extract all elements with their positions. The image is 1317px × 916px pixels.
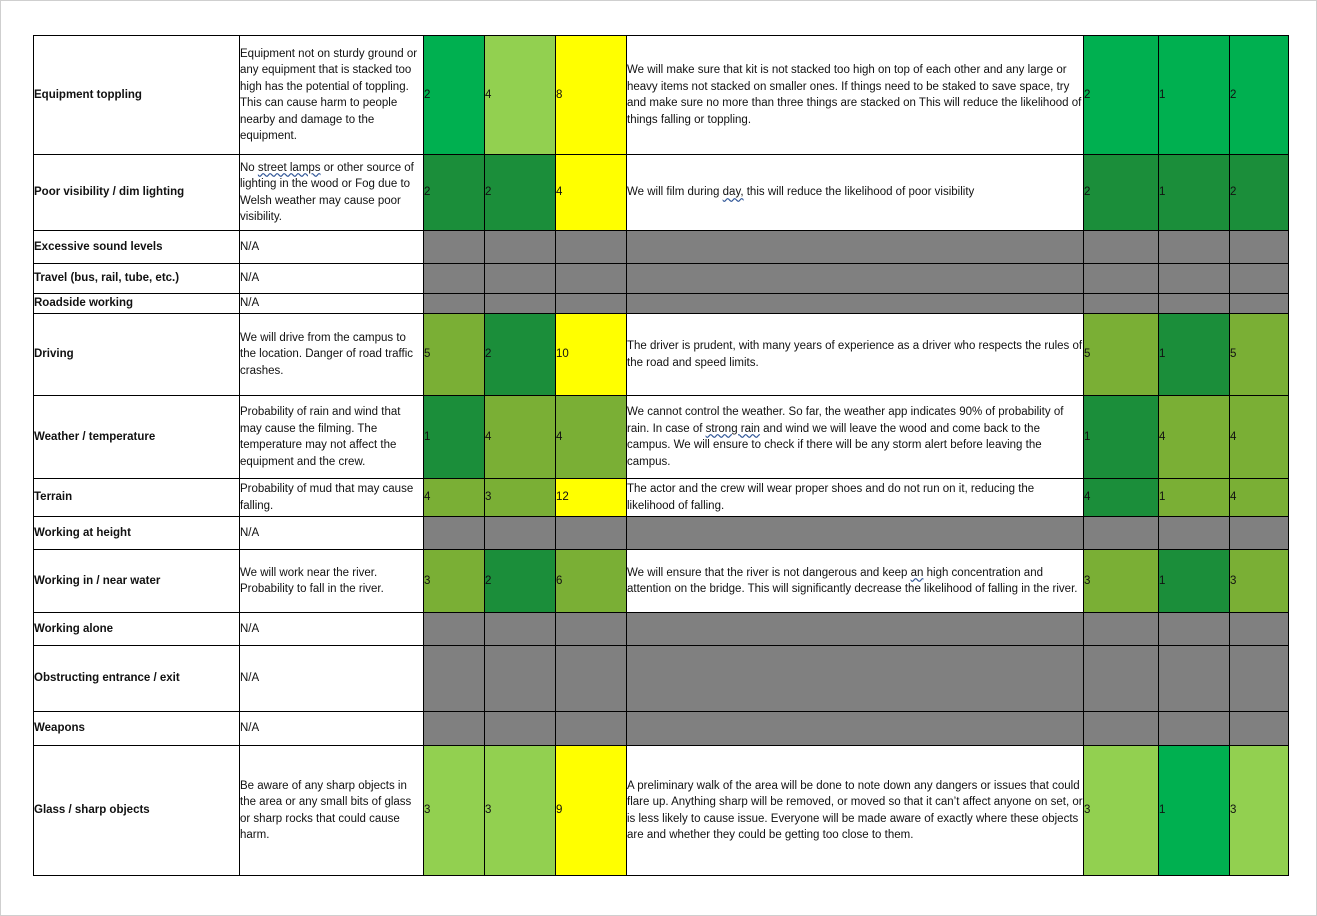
empty-cell — [1230, 294, 1289, 314]
empty-cell — [1230, 231, 1289, 264]
residual-risk-cell: 4 — [1230, 396, 1289, 479]
table-row — [34, 264, 1289, 294]
table-row — [34, 746, 1289, 876]
text-run: this will reduce the likelihood of poor visibility — [743, 186, 975, 199]
empty-cell — [1084, 517, 1159, 550]
hazard-description: N/A — [240, 294, 424, 314]
control-measures: The driver is prudent, with many years of experience as a driver who respects the rules of the road and speed limits. — [627, 314, 1084, 396]
residual-risk-cell: 3 — [1230, 746, 1289, 876]
residual-severity-cell: 1 — [1159, 36, 1230, 155]
hazard-cell: Working at height — [34, 517, 240, 550]
text-run: and wind we will leave the wood and come back to the campus. We will ensure to check if there will be any storm alert before leaving the campus. — [627, 422, 1042, 468]
table-row — [34, 36, 1289, 155]
empty-cell — [1159, 264, 1230, 294]
text-run: We will film during — [627, 186, 723, 199]
hazard-cell: Travel (bus, rail, tube, etc.) — [34, 264, 240, 294]
empty-cell — [1230, 712, 1289, 746]
table-row — [34, 550, 1289, 613]
empty-cell — [1230, 613, 1289, 646]
risk-score-cell: 12 — [556, 479, 627, 517]
empty-cell — [1230, 646, 1289, 712]
empty-cell — [424, 712, 485, 746]
empty-cell — [424, 264, 485, 294]
spellcheck-underlined-text: strong rain — [705, 422, 760, 435]
hazard-cell: Poor visibility / dim lighting — [34, 155, 240, 231]
risk-score-cell: 4 — [556, 155, 627, 231]
hazard-cell: Terrain — [34, 479, 240, 517]
hazard-cell: Working alone — [34, 613, 240, 646]
hazard-cell: Working in / near water — [34, 550, 240, 613]
empty-cell — [424, 613, 485, 646]
empty-cell — [556, 264, 627, 294]
likelihood-cell: 3 — [424, 550, 485, 613]
hazard-cell: Equipment toppling — [34, 36, 240, 155]
empty-cell — [1084, 231, 1159, 264]
hazard-description: N/A — [240, 613, 424, 646]
table-row — [34, 646, 1289, 712]
empty-cell — [627, 294, 1084, 314]
hazard-description: N/A — [240, 712, 424, 746]
control-measures: We will make sure that kit is not stacked too high on top of each other and any large or heavy items not stacked on smaller ones. If things need to be staked to save space, try and make sure no more than three things are stacked on This will reduce the likelihood of things falling or toppling. — [627, 36, 1084, 155]
hazard-cell: Weather / temperature — [34, 396, 240, 479]
table-row — [34, 155, 1289, 231]
residual-likelihood-cell: 4 — [1084, 479, 1159, 517]
control-measures: The actor and the crew will wear proper shoes and do not run on it, reducing the likelihood of falling. — [627, 479, 1084, 517]
residual-likelihood-cell: 3 — [1084, 550, 1159, 613]
empty-cell — [1084, 613, 1159, 646]
empty-cell — [1084, 646, 1159, 712]
control-measures — [627, 550, 1084, 613]
empty-cell — [556, 231, 627, 264]
empty-cell — [627, 231, 1084, 264]
empty-cell — [1159, 712, 1230, 746]
spellcheck-underlined-text: street lamps — [257, 161, 321, 174]
severity-cell: 2 — [485, 155, 556, 231]
text-run: high concentration and attention on the bridge. This will significantly decrease the likelihood of falling in the river. — [627, 566, 1078, 595]
empty-cell — [485, 231, 556, 264]
residual-risk-cell: 5 — [1230, 314, 1289, 396]
empty-cell — [485, 264, 556, 294]
empty-cell — [556, 613, 627, 646]
empty-cell — [627, 712, 1084, 746]
empty-cell — [1084, 294, 1159, 314]
empty-cell — [627, 613, 1084, 646]
risk-score-cell: 9 — [556, 746, 627, 876]
empty-cell — [556, 517, 627, 550]
text-run: No — [240, 161, 258, 174]
hazard-description: N/A — [240, 264, 424, 294]
text-run: We cannot control the weather. So far, the weather app indicates 90% of probability of rain. In case of — [627, 406, 1064, 435]
severity-cell: 2 — [485, 550, 556, 613]
hazard-description: N/A — [240, 517, 424, 550]
hazard-cell: Obstructing entrance / exit — [34, 646, 240, 712]
hazard-description: We will work near the river. Probability to fall in the river. — [240, 550, 424, 613]
empty-cell — [1159, 646, 1230, 712]
table-row — [34, 396, 1289, 479]
hazard-description: Probability of mud that may cause falling. — [240, 479, 424, 517]
residual-risk-cell: 4 — [1230, 479, 1289, 517]
severity-cell: 3 — [485, 479, 556, 517]
residual-risk-cell: 2 — [1230, 36, 1289, 155]
control-measures — [627, 396, 1084, 479]
empty-cell — [556, 294, 627, 314]
spellcheck-underlined-text: day, — [722, 186, 744, 199]
empty-cell — [1084, 712, 1159, 746]
empty-cell — [1159, 613, 1230, 646]
residual-risk-cell: 2 — [1230, 155, 1289, 231]
empty-cell — [1159, 231, 1230, 264]
hazard-description: We will drive from the campus to the location. Danger of road traffic crashes. — [240, 314, 424, 396]
hazard-description: Be aware of any sharp objects in the area or any small bits of glass or sharp rocks that could cause harm. — [240, 746, 424, 876]
hazard-description — [240, 155, 424, 231]
hazard-cell: Driving — [34, 314, 240, 396]
empty-cell — [627, 517, 1084, 550]
hazard-description: Probability of rain and wind that may cause the filming. The temperature may not affect the equipment and the crew. — [240, 396, 424, 479]
severity-cell: 2 — [485, 314, 556, 396]
table-row — [34, 613, 1289, 646]
empty-cell — [1230, 264, 1289, 294]
likelihood-cell: 4 — [424, 479, 485, 517]
residual-likelihood-cell: 3 — [1084, 746, 1159, 876]
hazard-description: N/A — [240, 231, 424, 264]
empty-cell — [485, 294, 556, 314]
hazard-description: Equipment not on sturdy ground or any equipment that is stacked too high has the potential of toppling. This can cause harm to people nearby and damage to the equipment. — [240, 36, 424, 155]
residual-likelihood-cell: 2 — [1084, 36, 1159, 155]
risk-score-cell: 8 — [556, 36, 627, 155]
risk-assessment-table — [33, 35, 1289, 876]
residual-severity-cell: 1 — [1159, 155, 1230, 231]
empty-cell — [424, 231, 485, 264]
empty-cell — [627, 264, 1084, 294]
empty-cell — [1084, 264, 1159, 294]
hazard-cell: Roadside working — [34, 294, 240, 314]
empty-cell — [556, 646, 627, 712]
empty-cell — [485, 613, 556, 646]
control-measures — [627, 155, 1084, 231]
hazard-cell: Weapons — [34, 712, 240, 746]
severity-cell: 4 — [485, 36, 556, 155]
empty-cell — [424, 517, 485, 550]
residual-severity-cell: 1 — [1159, 550, 1230, 613]
empty-cell — [1159, 517, 1230, 550]
empty-cell — [485, 517, 556, 550]
residual-severity-cell: 1 — [1159, 314, 1230, 396]
empty-cell — [1230, 517, 1289, 550]
severity-cell: 3 — [485, 746, 556, 876]
residual-severity-cell: 1 — [1159, 479, 1230, 517]
empty-cell — [556, 712, 627, 746]
table-row — [34, 479, 1289, 517]
residual-risk-cell: 3 — [1230, 550, 1289, 613]
risk-score-cell: 6 — [556, 550, 627, 613]
risk-score-cell: 10 — [556, 314, 627, 396]
text-run: or other source of lighting in the wood or Fog due to Welsh weather may cause poor visibility. — [240, 161, 414, 223]
text-run: We will ensure that the river is not dangerous and keep — [627, 566, 911, 579]
residual-severity-cell: 1 — [1159, 746, 1230, 876]
severity-cell: 4 — [485, 396, 556, 479]
empty-cell — [1159, 294, 1230, 314]
empty-cell — [485, 646, 556, 712]
table-row — [34, 294, 1289, 314]
residual-likelihood-cell: 5 — [1084, 314, 1159, 396]
table-row — [34, 712, 1289, 746]
hazard-description: N/A — [240, 646, 424, 712]
table-row — [34, 517, 1289, 550]
spellcheck-underlined-text: an — [910, 566, 924, 579]
likelihood-cell: 2 — [424, 155, 485, 231]
residual-likelihood-cell: 1 — [1084, 396, 1159, 479]
residual-severity-cell: 4 — [1159, 396, 1230, 479]
empty-cell — [424, 646, 485, 712]
residual-likelihood-cell: 2 — [1084, 155, 1159, 231]
control-measures: A preliminary walk of the area will be done to note down any dangers or issues that could flare up. Anything sharp will be removed, or moved so that it can’t affect anyone on set, or is less likely to cause issue. Everyone will be made aware of exactly where these objects are and whether they could be getting too close to them. — [627, 746, 1084, 876]
risk-score-cell: 4 — [556, 396, 627, 479]
hazard-cell: Excessive sound levels — [34, 231, 240, 264]
empty-cell — [424, 294, 485, 314]
empty-cell — [485, 712, 556, 746]
likelihood-cell: 1 — [424, 396, 485, 479]
hazard-cell: Glass / sharp objects — [34, 746, 240, 876]
likelihood-cell: 2 — [424, 36, 485, 155]
empty-cell — [627, 646, 1084, 712]
likelihood-cell: 5 — [424, 314, 485, 396]
table-row — [34, 314, 1289, 396]
table-row — [34, 231, 1289, 264]
likelihood-cell: 3 — [424, 746, 485, 876]
